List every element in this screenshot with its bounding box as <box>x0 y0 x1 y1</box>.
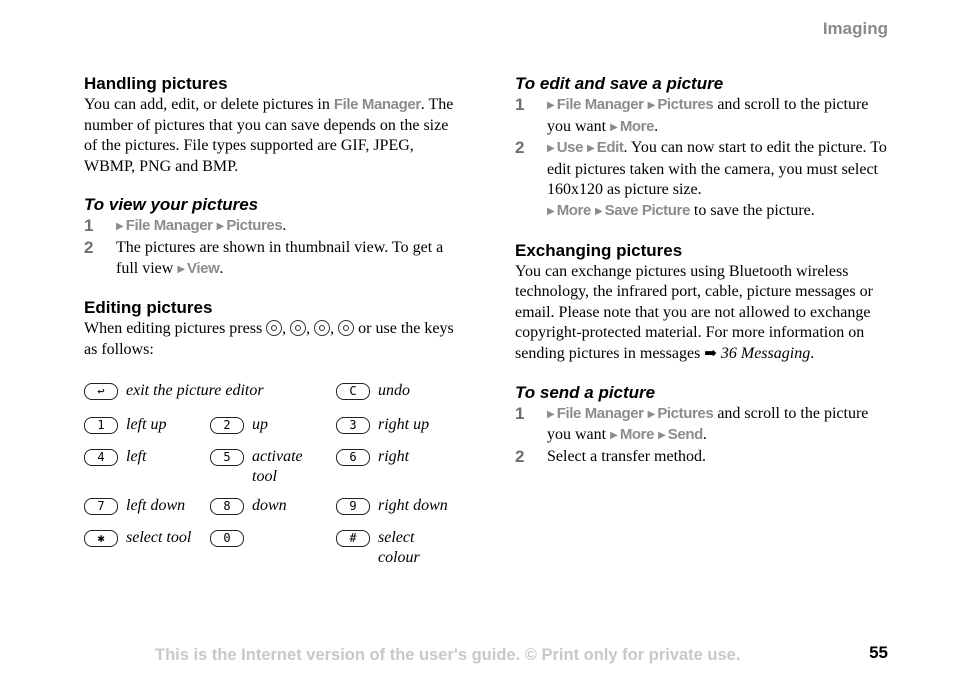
handling-pictures-section <box>84 73 460 177</box>
arrow-icon: ▶ <box>610 430 618 442</box>
send-step-2 <box>515 447 890 468</box>
view-step-1 <box>84 216 460 238</box>
key-back <box>84 381 326 401</box>
send-section <box>515 382 890 468</box>
exchanging-title: Exchanging pictures <box>515 240 683 260</box>
key-5 <box>210 447 322 487</box>
left-column <box>84 73 460 377</box>
key-1-icon: 1 <box>84 417 118 434</box>
arrow-icon: ▶ <box>116 221 124 233</box>
section-header: Imaging <box>822 19 888 38</box>
key-label: right up <box>378 416 430 433</box>
text-run: , <box>330 320 335 338</box>
menu-more: More <box>619 426 655 444</box>
text-run: Select a transfer method. <box>547 447 707 465</box>
arrow-icon: ▶ <box>587 143 595 155</box>
key-9 <box>336 496 468 516</box>
text-run: The pictures are shown in thumbnail view. To get a full view <box>116 238 444 277</box>
menu-save-picture: Save Picture <box>604 201 690 219</box>
key-star <box>84 528 216 548</box>
menu-view: View <box>187 259 220 277</box>
editing-pictures-section <box>84 297 460 360</box>
text-run: , <box>282 320 287 338</box>
joystick-up-icon <box>314 320 330 336</box>
menu-pictures: Pictures <box>657 96 714 113</box>
page-reference: 36 Messaging <box>720 344 811 362</box>
key-7 <box>84 496 216 516</box>
joystick-right-icon <box>290 320 306 336</box>
key-5-icon: 5 <box>210 449 244 466</box>
view-pictures-section <box>84 194 460 280</box>
text-run: or use the keys as follows: <box>84 320 454 358</box>
menu-send: Send <box>667 426 703 444</box>
key-0-icon: 0 <box>210 530 244 547</box>
text-run: to save the picture. <box>689 201 815 219</box>
key-9-icon: 9 <box>336 498 370 515</box>
key-label: left <box>126 448 147 465</box>
footer-notice: This is the Internet version of the user's guide. © Print only for private use. <box>155 646 741 664</box>
arrow-icon: ▶ <box>647 100 656 111</box>
key-2-icon: 2 <box>210 417 244 434</box>
menu-use: Use <box>556 139 584 157</box>
text-run: , <box>306 320 311 338</box>
key-6-icon: 6 <box>336 449 370 466</box>
menu-more: More <box>619 117 655 135</box>
key-4 <box>84 447 216 467</box>
arrow-icon: ▶ <box>547 205 555 217</box>
key-6 <box>336 447 468 467</box>
edit-save-section <box>515 73 890 223</box>
step-number: 1 <box>515 403 525 423</box>
text-run: . You can now start to edit the picture. To edit pictures taken with the camera, you must select 160x120 as picture size. <box>547 139 887 199</box>
c-key-icon: C <box>336 383 370 400</box>
arrow-icon: ▶ <box>647 408 656 420</box>
key-label: right <box>378 448 410 465</box>
arrow-icon: ▶ <box>594 205 603 217</box>
page-number: 55 <box>869 643 888 662</box>
key-c <box>336 381 468 401</box>
hash-key-icon: # <box>336 530 370 547</box>
key-label: exit the picture editor <box>126 382 264 399</box>
text-run: . <box>654 117 659 135</box>
joystick-down-icon <box>338 320 354 336</box>
back-key-icon: ↩ <box>84 383 118 400</box>
exchanging-section <box>515 240 890 365</box>
key-label: left up <box>126 416 167 433</box>
send-title: To send a picture <box>515 382 656 402</box>
text-run: . <box>702 426 707 444</box>
menu-pictures: Pictures <box>657 404 714 422</box>
handling-pictures-text <box>84 95 460 177</box>
text-run: and scroll to the picture you want <box>547 96 869 135</box>
step-number: 2 <box>84 237 94 257</box>
key-7-icon: 7 <box>84 498 118 515</box>
key-label: undo <box>378 382 410 399</box>
text-run: When editing pictures press <box>84 320 267 338</box>
reference-arrow-icon: ➡ <box>704 345 717 362</box>
menu-file-manager: File Manager <box>125 217 213 235</box>
menu-pictures: Pictures <box>226 217 283 235</box>
text-run: . <box>219 259 224 277</box>
text-run: . The number of pictures that you can save depends on the size of the pictures. File types supported are GIF, JPEG, WBMP, PNG and BMP. <box>84 96 454 175</box>
text-run: . <box>810 344 815 362</box>
step-number: 1 <box>84 216 94 236</box>
menu-edit: Edit <box>596 139 624 157</box>
arrow-icon: ▶ <box>610 121 618 133</box>
text-run: . <box>282 217 287 235</box>
view-step-2 <box>84 238 460 280</box>
key-label: left down <box>126 497 186 514</box>
key-label: select colour <box>378 529 420 566</box>
key-label: select tool <box>126 529 192 546</box>
key-label: up <box>252 416 268 433</box>
arrow-icon: ▶ <box>177 263 186 275</box>
key-label: right down <box>378 497 448 514</box>
text-run: You can exchange pictures using Bluetooth wireless technology, the infrared port, cable, picture messages or email. Please note that you are not allowed to exchange copyright-protected material. For more information on sending pictures in messages <box>515 262 873 362</box>
exchanging-text <box>515 262 890 365</box>
step-number: 2 <box>515 138 525 158</box>
key-2 <box>210 415 342 435</box>
view-pictures-title: To view your pictures <box>84 195 259 215</box>
key-3-icon: 3 <box>336 417 370 434</box>
menu-more: More <box>556 201 591 219</box>
menu-file-manager: File Manager <box>556 404 644 422</box>
edit-save-title: To edit and save a picture <box>515 74 724 93</box>
key-label: down <box>252 497 287 514</box>
key-3 <box>336 415 468 435</box>
edit-step-2 <box>515 138 890 222</box>
key-4-icon: 4 <box>84 449 118 466</box>
key-1 <box>84 415 216 435</box>
step-number: 2 <box>515 446 525 466</box>
arrow-icon: ▶ <box>547 408 555 420</box>
text-run: and scroll to the picture you want <box>547 404 869 444</box>
right-column <box>515 73 890 484</box>
key-8 <box>210 496 342 516</box>
menu-file-manager: File Manager <box>556 96 644 113</box>
joystick-left-icon <box>266 320 282 336</box>
key-8-icon: 8 <box>210 498 244 515</box>
arrow-icon: ▶ <box>216 221 225 233</box>
arrow-icon: ▶ <box>547 143 555 155</box>
arrow-icon: ▶ <box>547 100 555 111</box>
key-label: activate tool <box>252 448 303 485</box>
star-key-icon: ✱ <box>84 530 118 547</box>
send-step-1 <box>515 404 890 447</box>
step-number: 1 <box>515 95 525 114</box>
handling-pictures-title: Handling pictures <box>84 74 228 93</box>
text-run: You can add, edit, or delete pictures in <box>84 96 334 113</box>
edit-step-1 <box>515 95 890 138</box>
key-0 <box>210 528 342 547</box>
key-hash <box>336 528 448 568</box>
menu-file-manager: File Manager <box>333 96 421 113</box>
editing-pictures-text <box>84 319 460 360</box>
editing-pictures-title: Editing pictures <box>84 298 213 318</box>
arrow-icon: ▶ <box>658 430 666 442</box>
